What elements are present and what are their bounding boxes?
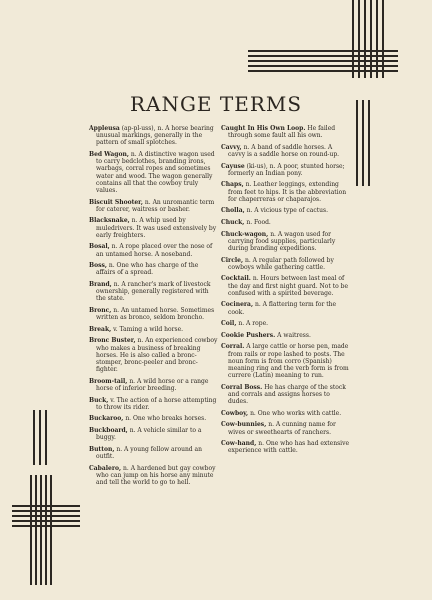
entry-term: Buckaroo, (89, 415, 124, 423)
entry-term: Cocktail. (221, 275, 251, 283)
glossary-entry (221, 320, 351, 327)
entry-definition: n. A cunning name for wives or sweethearts of ranchers. (228, 421, 336, 436)
entry-term: Bed Wagon, (89, 151, 129, 158)
entry-term: Cayuse (221, 162, 245, 170)
entry-definition: n. A hardened but gay cowboy who can jump on his horse any minute and tell the world to go to hell. (96, 464, 216, 486)
entry-term: Cookie Pushers. (221, 331, 276, 339)
entry-definition: n. Leather leggings, extending from feet to hips. It is the abbreviation for chaperreras or chaparajos. (228, 181, 347, 203)
entry-term: Coil, (221, 320, 237, 328)
entry-term: Appleusa (89, 125, 120, 132)
entry-definition: A large cattle or horse pen, made from rails or rope lashed to posts. The noun form is from corro (Spanish) meaning ring and the verb form is from currere (Latin) meaning to run. (228, 343, 349, 380)
entry-definition: n. A regular path followed by cowboys while gathering cattle. (228, 256, 334, 271)
entry-term: Cabalero, (89, 464, 122, 472)
entry-term: Boss, (89, 262, 107, 270)
entry-definition: n. A vehicle similar to a buggy. (96, 426, 202, 442)
entry-definition: He failed through some fault all his own. (228, 125, 336, 140)
glossary-entry (89, 378, 219, 392)
entry-term: Bosal, (89, 243, 110, 251)
entry-definition: n. An unromantic term for caterer, waitress or basher. (96, 198, 215, 213)
entry-term: Cavvy, (221, 143, 242, 151)
glossary-entry (221, 301, 351, 315)
entry-definition: n. Food. (246, 218, 271, 226)
entry-term: Bronc Buster, (89, 337, 136, 345)
glossary-entry (221, 275, 351, 297)
entry-definition: v. The action of a horse attempting to throw its rider. (96, 396, 217, 411)
glossary-entry (89, 217, 219, 239)
entry-definition: n. A rope placed over the nose of an untamed horse. A noseband. (96, 243, 213, 258)
entry-term: Chaps, (221, 181, 244, 189)
entry-definition: n. One who works with cattle. (250, 409, 342, 417)
entry-definition: n. A vicious type of cactus. (246, 207, 328, 215)
glossary-entry (221, 343, 351, 379)
entry-term: Chuck-wagon, (221, 230, 269, 238)
entry-term: Cocinera, (221, 301, 254, 309)
entry-definition: n. A flattering term for the cook. (228, 301, 337, 316)
entry-term: Button, (89, 445, 115, 453)
glossary-entry (221, 421, 351, 435)
entry-term: Buckboard, (89, 426, 128, 434)
entry-definition: A waitress. (277, 331, 311, 339)
glossary-entry (89, 446, 219, 460)
right-column (221, 125, 351, 459)
glossary-entry (221, 163, 351, 177)
entry-term: Broom-tail, (89, 377, 128, 385)
glossary-entry (89, 337, 219, 373)
entry-term: Biscuit Shooter, (89, 198, 143, 206)
entry-definition: n. An experienced cowboy who makes a business of breaking horses. He is also called a bronc-stomper, bronc-peeler and bronc-fighter. (96, 337, 218, 374)
entry-definition: n. A rancher's mark of livestock ownership, generally registered with the state. (96, 281, 211, 303)
page-title: RANGE TERMS (129, 92, 303, 116)
entry-definition: n. A young fellow around an outfit. (96, 445, 202, 460)
entry-term: Corral. (221, 343, 245, 351)
entry-definition: (ki-us), n. A poor, stunted horse; formerly an Indian pony. (228, 162, 345, 177)
glossary-entry (89, 151, 219, 194)
ornament-bottom-left-upper (33, 410, 53, 470)
glossary-entry (89, 281, 219, 303)
ornament-bottom-left-horizontal (12, 505, 80, 527)
ornament-top-right-horizontal (248, 50, 398, 74)
entry-term: Break, (89, 325, 112, 333)
entry-term: Caught In His Own Loop. (221, 125, 306, 132)
entry-definition: He has charge of the stock and corrals and assigns horses to dudes. (228, 383, 346, 406)
entry-definition: n. A wild horse or a range horse of inferior breeding. (96, 377, 209, 392)
entry-definition: v. Taming a wild horse. (113, 325, 184, 333)
entry-term: Blacksnake, (89, 217, 130, 225)
entry-definition: (ap-pl-uss), n. A horse bearing unusual markings, generally in the pattern of small splotches. (96, 125, 214, 147)
entry-definition: n. One who has had extensive experience with cattle. (228, 440, 350, 455)
entry-definition: n. A whip used by muledrivers. It was used extensively by early freighters. (96, 217, 217, 239)
glossary-entry (221, 384, 351, 406)
glossary-entry (221, 440, 351, 454)
entry-definition: n. A rope. (238, 320, 269, 328)
entry-term: Cowboy, (221, 409, 249, 417)
glossary-entry (89, 125, 219, 147)
glossary-entry (221, 257, 351, 271)
glossary-entry (89, 199, 219, 213)
glossary-entry (221, 410, 351, 417)
entry-definition: n. A wagon used for carrying food supplies, particularly during branding expeditions. (228, 230, 336, 252)
glossary-entry (221, 231, 351, 253)
entry-definition: n. A band of saddle horses. A cavvy is a saddle horse on round-up. (228, 143, 340, 158)
ornament-bottom-left-vertical (30, 475, 60, 585)
entry-term: Buck, (89, 396, 109, 404)
left-column (89, 125, 219, 491)
glossary-entry (89, 262, 219, 276)
entry-definition: n. One who has charge of the affairs of a spread. (96, 262, 199, 277)
glossary-entry (89, 427, 219, 441)
entry-definition: n. A distinctive wagon used to carry bedclothes, branding irons, warbags, corral ropes and sometimes water and wood. The wagon generally contains all that the cowboy truly values. (96, 151, 215, 195)
entry-term: Circle, (221, 256, 244, 264)
entry-definition: n. One who breaks horses. (125, 415, 207, 423)
entry-term: Corral Boss. (221, 383, 263, 391)
glossary-entry (221, 219, 351, 226)
glossary-entry (89, 243, 219, 257)
entry-term: Chuck, (221, 218, 245, 226)
glossary-entry (221, 207, 351, 214)
glossary-entry (221, 332, 351, 339)
entry-term: Cow-bunnies, (221, 421, 267, 429)
glossary-entry (89, 465, 219, 487)
glossary-entry (221, 125, 351, 139)
glossary-entry (221, 144, 351, 158)
entry-definition: n. Hours between last meal of the day and first night guard. Not to be confused with a spirited beverage. (228, 275, 349, 297)
glossary-entry (221, 181, 351, 203)
glossary-entry (89, 397, 219, 411)
glossary-entry (89, 326, 219, 333)
entry-definition: n. An untamed horse. Sometimes written as bronco, seldom broncho. (96, 307, 215, 322)
entry-term: Cholla, (221, 207, 245, 215)
glossary-entry (89, 307, 219, 321)
entry-term: Brand, (89, 281, 112, 288)
glossary-entry (89, 415, 219, 422)
entry-term: Cow-hand, (221, 440, 257, 448)
entry-term: Bronc, (89, 307, 112, 314)
